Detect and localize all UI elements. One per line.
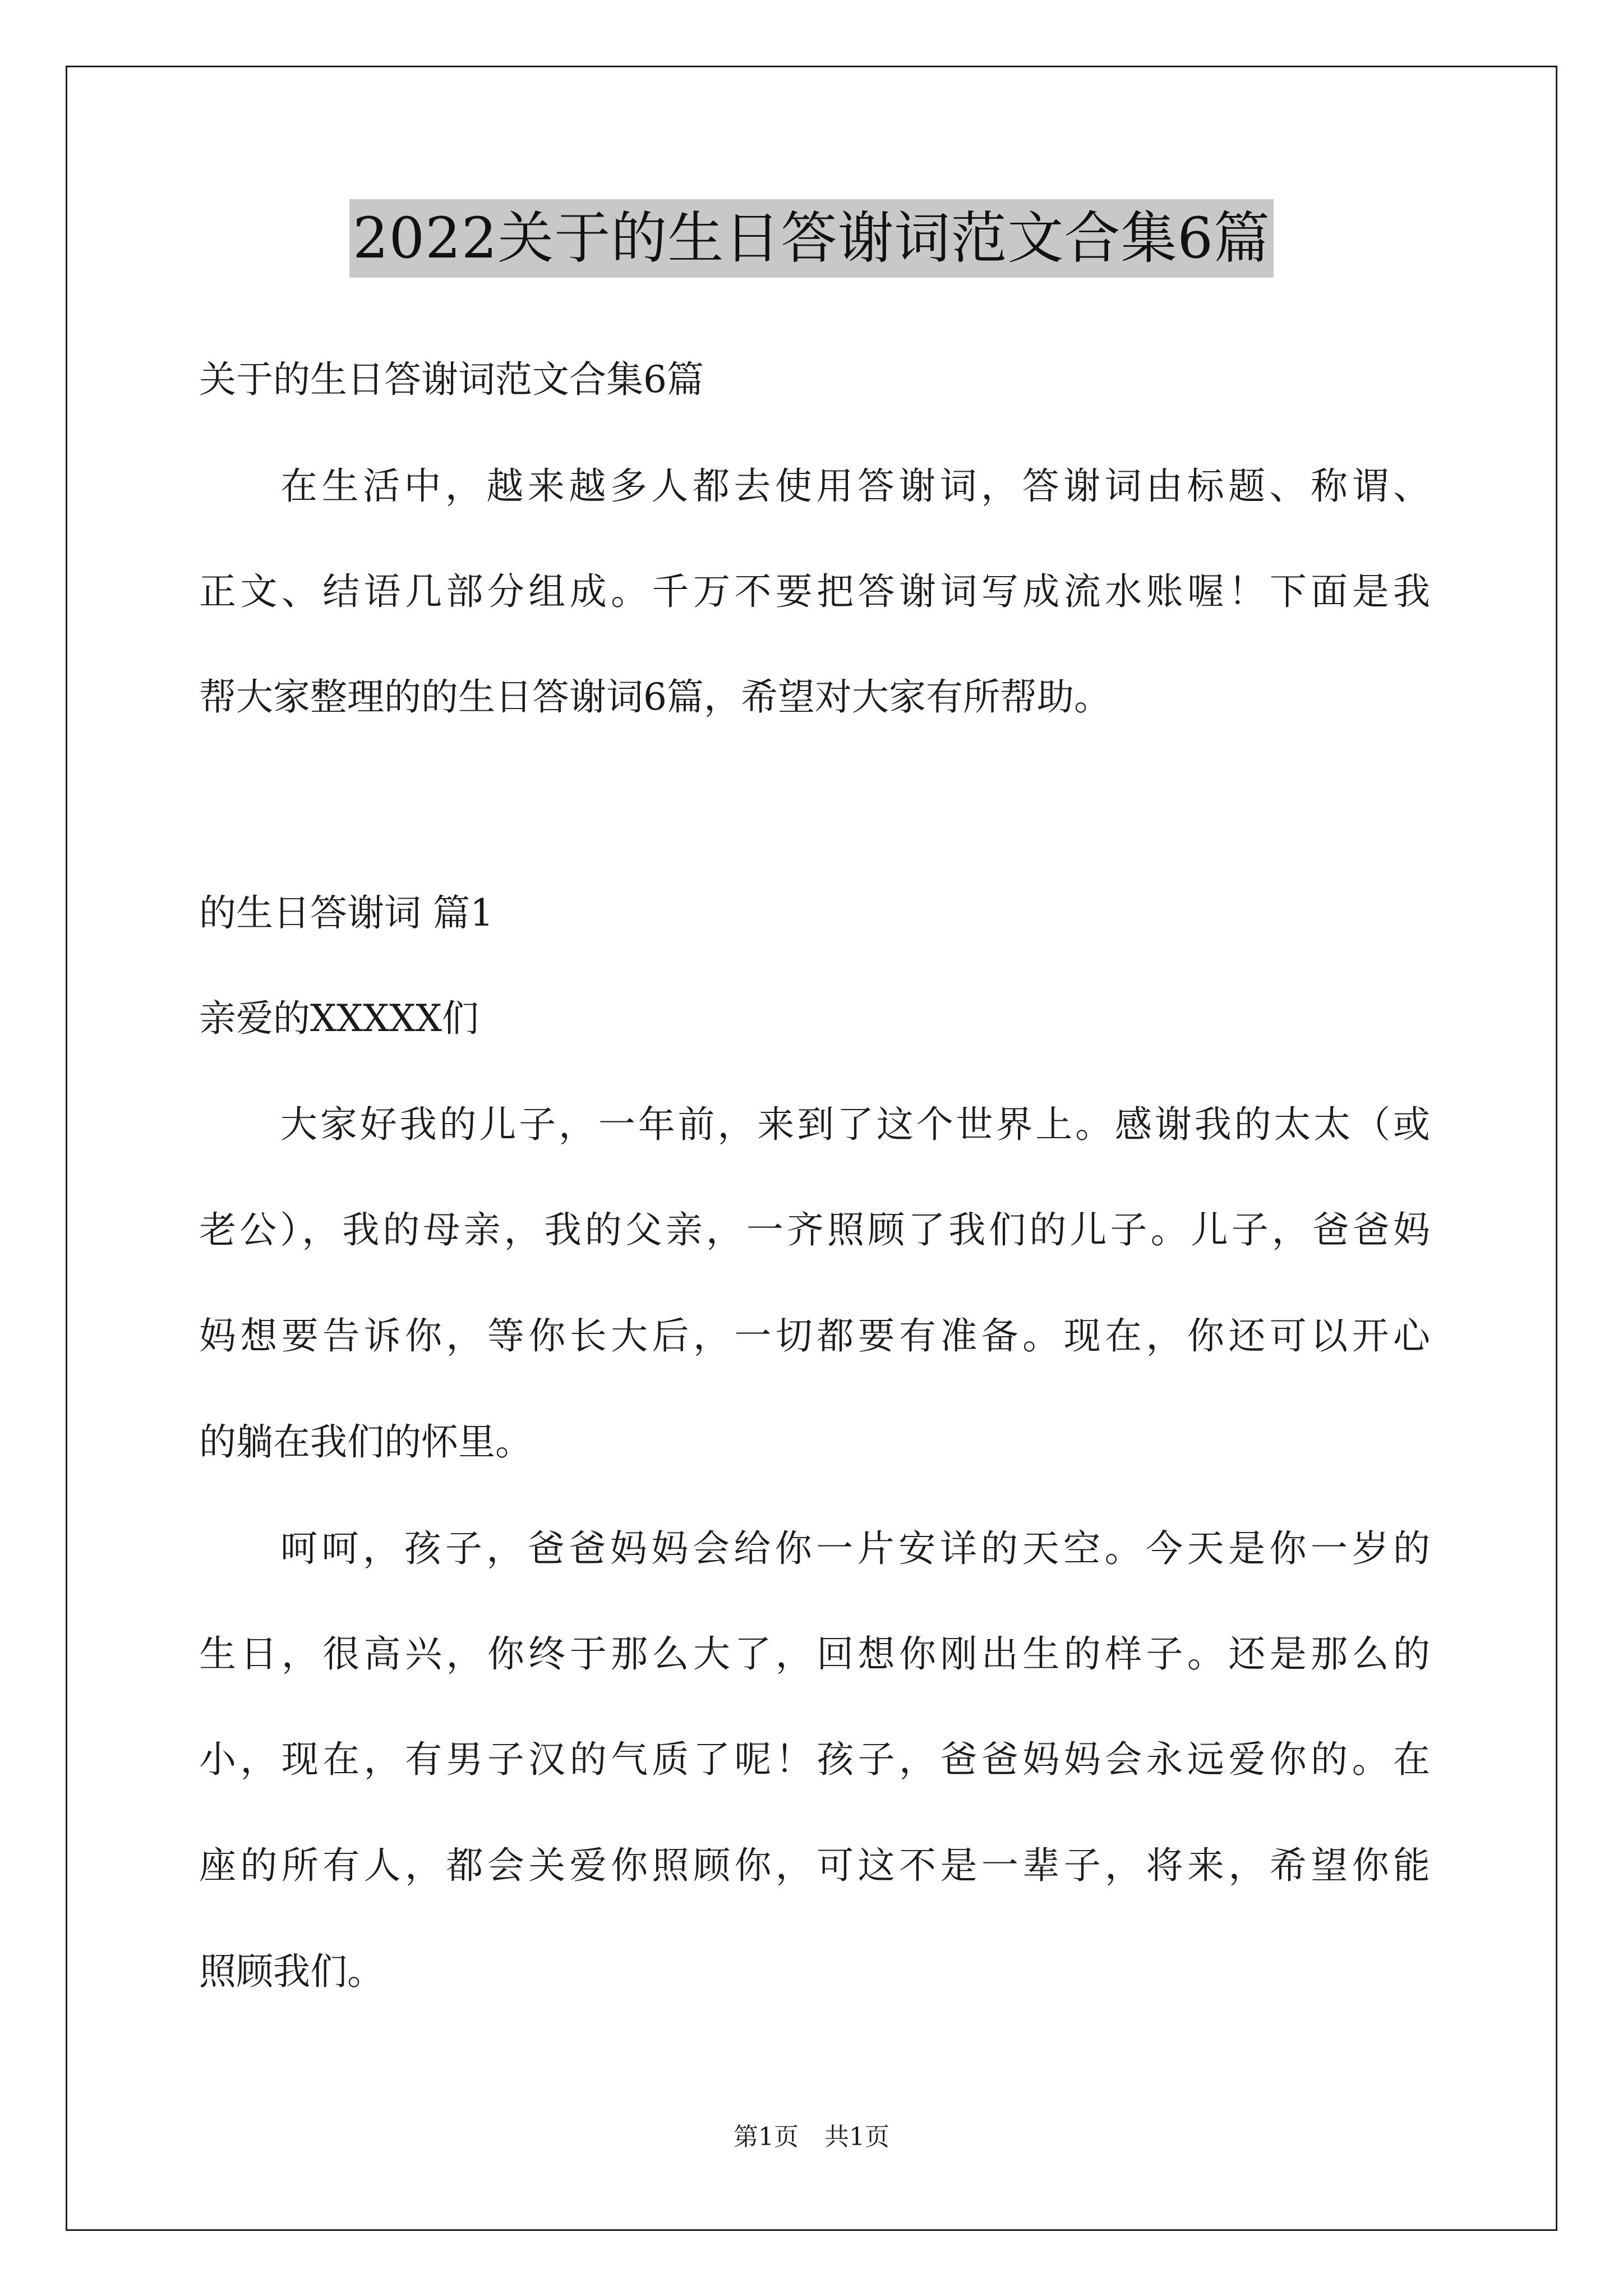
- paragraph2-line-5: 照顾我们。: [199, 1950, 384, 1993]
- page-number-current: 第1页: [734, 2123, 799, 2151]
- salutation: 亲爱的XXXXX们: [199, 997, 479, 1040]
- document-subtitle: 关于的生日答谢词范文合集6篇: [199, 358, 704, 401]
- intro-line-2: 正文、结语几部分组成。千万不要把答谢词写成流水账喔！下面是我: [199, 570, 1430, 613]
- page-footer: [0, 2120, 1623, 2154]
- paragraph2-line-4: 座的所有人，都会关爱你照顾你，可这不是一辈子，将来，希望你能: [199, 1844, 1430, 1887]
- intro-line-3: 帮大家整理的的生日答谢词6篇，希望对大家有所帮助。: [199, 675, 1111, 719]
- paragraph2-line-3: 小，现在，有男子汉的气质了呢！孩子，爸爸妈妈会永远爱你的。在: [199, 1738, 1430, 1781]
- document-title: 2022关于的生日答谢词范文合集6篇: [349, 199, 1274, 278]
- paragraph1-line-1: 大家好我的儿子，一年前，来到了这个世界上。感谢我的太太（或: [280, 1103, 1430, 1146]
- paragraph2-line-2: 生日，很高兴，你终于那么大了，回想你刚出生的样子。还是那么的: [199, 1632, 1430, 1676]
- paragraph2-line-1: 呵呵，孩子，爸爸妈妈会给你一片安详的天空。今天是你一岁的: [280, 1527, 1430, 1570]
- paragraph1-line-3: 妈想要告诉你，等你长大后，一切都要有准备。现在，你还可以开心: [199, 1314, 1430, 1358]
- title-container: [0, 199, 1623, 278]
- paragraph1-line-4: 的躺在我们的怀里。: [199, 1420, 532, 1464]
- intro-line-1: 在生活中，越来越多人都去使用答谢词，答谢词由标题、称谓、: [280, 464, 1430, 508]
- section-heading: 的生日答谢词 篇1: [199, 891, 494, 935]
- page-number-total: 共1页: [824, 2123, 889, 2151]
- paragraph1-line-2: 老公），我的母亲，我的父亲，一齐照顾了我们的儿子。儿子，爸爸妈: [199, 1208, 1430, 1251]
